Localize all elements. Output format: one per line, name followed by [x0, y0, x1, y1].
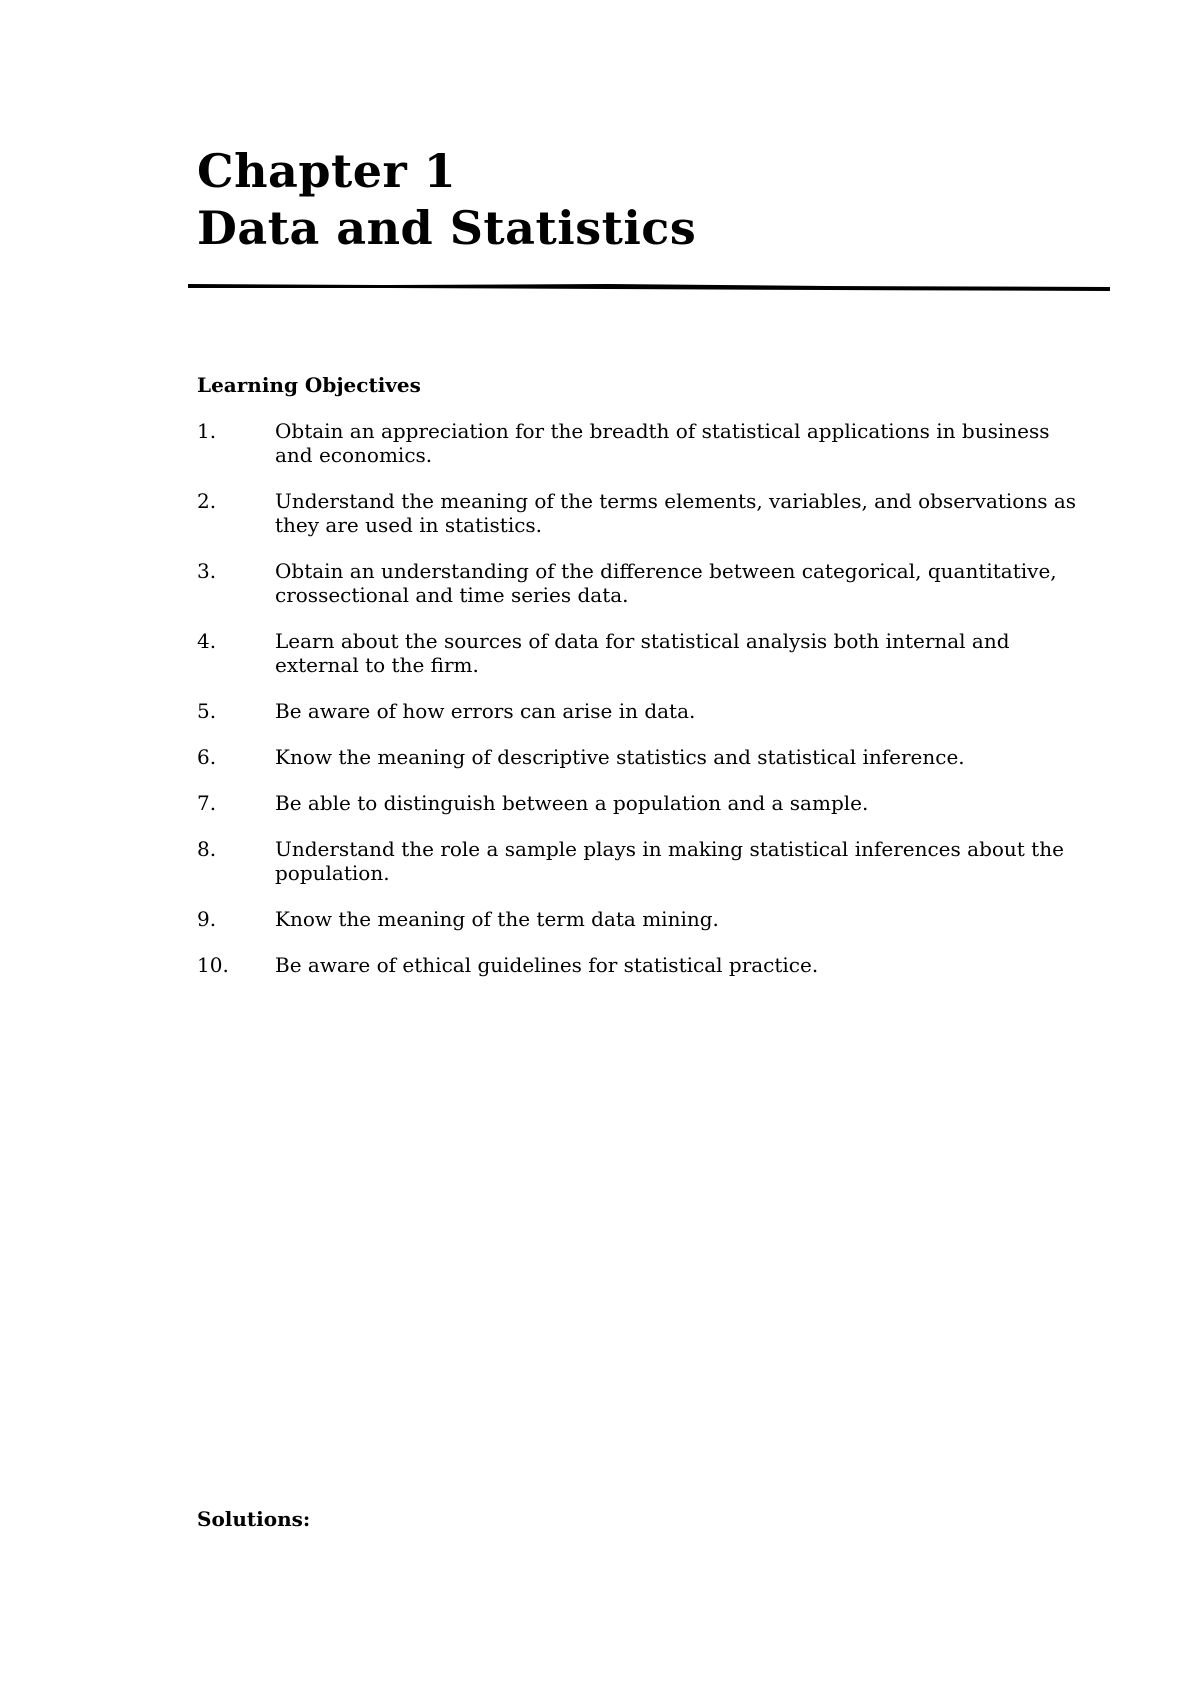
list-item [197, 745, 1077, 769]
objective-text: Be able to distinguish between a population and a sample. [275, 791, 869, 815]
list-item [197, 953, 1077, 977]
list-item [197, 699, 1077, 723]
objective-text: Understand the meaning of the terms elements, variables, and observations as they are used in statistics. [275, 489, 1077, 537]
list-item [197, 837, 1077, 885]
objective-number: 4. [197, 629, 217, 653]
objective-text: Learn about the sources of data for statistical analysis both internal and external to the firm. [275, 629, 1010, 677]
objective-number: 10. [197, 953, 229, 977]
learning-objectives-list [197, 419, 1077, 999]
chapter-title: Data and Statistics [197, 201, 697, 255]
objective-number: 1. [197, 419, 217, 443]
objective-text: Be aware of how errors can arise in data. [275, 699, 696, 723]
list-item [197, 629, 1077, 677]
objective-number: 5. [197, 699, 217, 723]
objective-text: Understand the role a sample plays in making statistical inferences about the population. [275, 837, 1064, 885]
objective-number: 7. [197, 791, 217, 815]
list-item [197, 489, 1077, 537]
list-item [197, 419, 1077, 467]
objective-number: 3. [197, 559, 217, 583]
objective-text: Obtain an appreciation for the breadth of statistical applications in business and economics. [275, 419, 1050, 467]
objective-text: Obtain an understanding of the difference between categorical, quantitative, crossectional and time series data. [275, 559, 1057, 607]
list-item [197, 907, 1077, 931]
objective-number: 8. [197, 837, 217, 861]
title-underline-rule [188, 282, 1110, 291]
objective-text: Be aware of ethical guidelines for statistical practice. [275, 953, 819, 977]
learning-objectives-heading: Learning Objectives [197, 373, 421, 397]
objective-text: Know the meaning of the term data mining. [275, 907, 719, 931]
objective-number: 2. [197, 489, 217, 513]
objective-text: Know the meaning of descriptive statistics and statistical inference. [275, 745, 965, 769]
chapter-number: Chapter 1 [197, 144, 457, 198]
solutions-heading: Solutions: [197, 1507, 311, 1531]
title-underline-shape [188, 284, 1110, 291]
objective-number: 6. [197, 745, 217, 769]
objective-number: 9. [197, 907, 217, 931]
chapter-title-block [197, 143, 696, 257]
list-item [197, 559, 1077, 607]
list-item [197, 791, 1077, 815]
